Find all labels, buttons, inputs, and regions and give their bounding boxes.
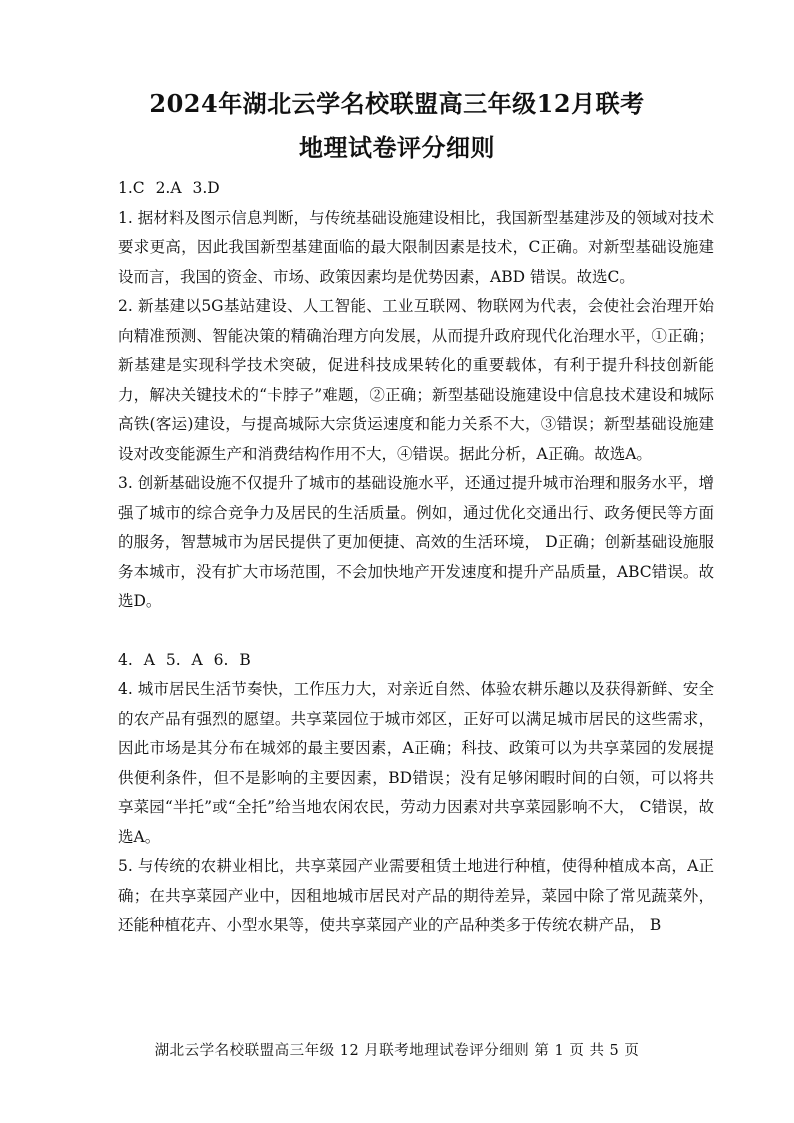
explanation-q4: 4. 城市居民生活节奏快，工作压力大，对亲近自然、体验农耕乐趣以及获得新鲜、安全的农产品有强烈的愿望。共享菜园位于城市郊区，正好可以满足城市居民的这些需求，因此市场是其分布在城郊的最主要因素，A正确；科技、政策可以为共享菜园的发展提供便利条件，但不是影响的主要因素，BD错误；没有足够闲暇时间的白领，可以将共享菜园“半托”或“全托”给当地农闲农民，劳动力因素对共享菜园影响不大， C错误，故选A。 xyxy=(118,680,714,846)
explanation-q3: 3. 创新基础设施不仅提升了城市的基础设施水平，还通过提升城市治理和服务水平，增强了城市的综合竞争力及居民的生活质量。例如，通过优化交通出行、政务便民等方面的服务，智慧城市为居民提供了更加便捷、高效的生活环境， D正确；创新基础设施服务本城市，没有扩大市场范围，不会加快地产开发速度和提升产品质量，ABC错误。故选D。 xyxy=(118,474,714,610)
document-title: 2024年湖北云学名校联盟高三年级12月联考 xyxy=(149,89,645,118)
page-footer: 湖北云学名校联盟高三年级 12 月联考地理试卷评分细则 第 1 页 共 5 页 xyxy=(154,1043,640,1059)
section-gap xyxy=(118,617,714,646)
answer-key-1-3: 1.C 2.A 3.D xyxy=(118,179,220,197)
answer-content xyxy=(118,174,714,941)
explanation-q1: 1. 据材料及图示信息判断，与传统基础设施建设相比，我国新型基建涉及的领域对技术要求更高，因此我国新型基建面临的最大限制因素是技术，C正确。对新型基础设施建设而言，我国的资金、市场、政策因素均是优势因素，ABD 错误。故选C。 xyxy=(118,208,714,286)
document-subtitle: 地理试卷评分细则 xyxy=(299,133,495,162)
explanation-q5: 5. 与传统的农耕业相比，共享菜园产业需要租赁土地进行种植，使得种植成本高，A正确；在共享菜园产业中，因租地城市居民对产品的期待差异，菜园中除了常见蔬菜外，还能种植花卉、小型水果等，使共享菜园产业的产品种类多于传统农耕产品， B xyxy=(118,857,714,934)
answer-key-4-6: 4. A 5. A 6. B xyxy=(118,650,251,669)
explanation-q2: 2. 新基建以5G基站建设、人工智能、工业互联网、物联网为代表，会使社会治理开始向精准预测、智能决策的精确治理方向发展，从而提升政府现代化治理水平，①正确；新基建是实现科学技术突破，促进科技成果转化的重要载体，有利于提升科技创新能力，解决关键技术的“卡脖子”难题，②正确；新型基础设施建设中信息技术建设和城际高铁(客运)建设，与提高城际大宗货运速度和能力关系不大，③错误；新型基础设施建设对改变能源生产和消费结构作用不大，④错误。据此分析，A正确。故选A。 xyxy=(118,297,714,463)
